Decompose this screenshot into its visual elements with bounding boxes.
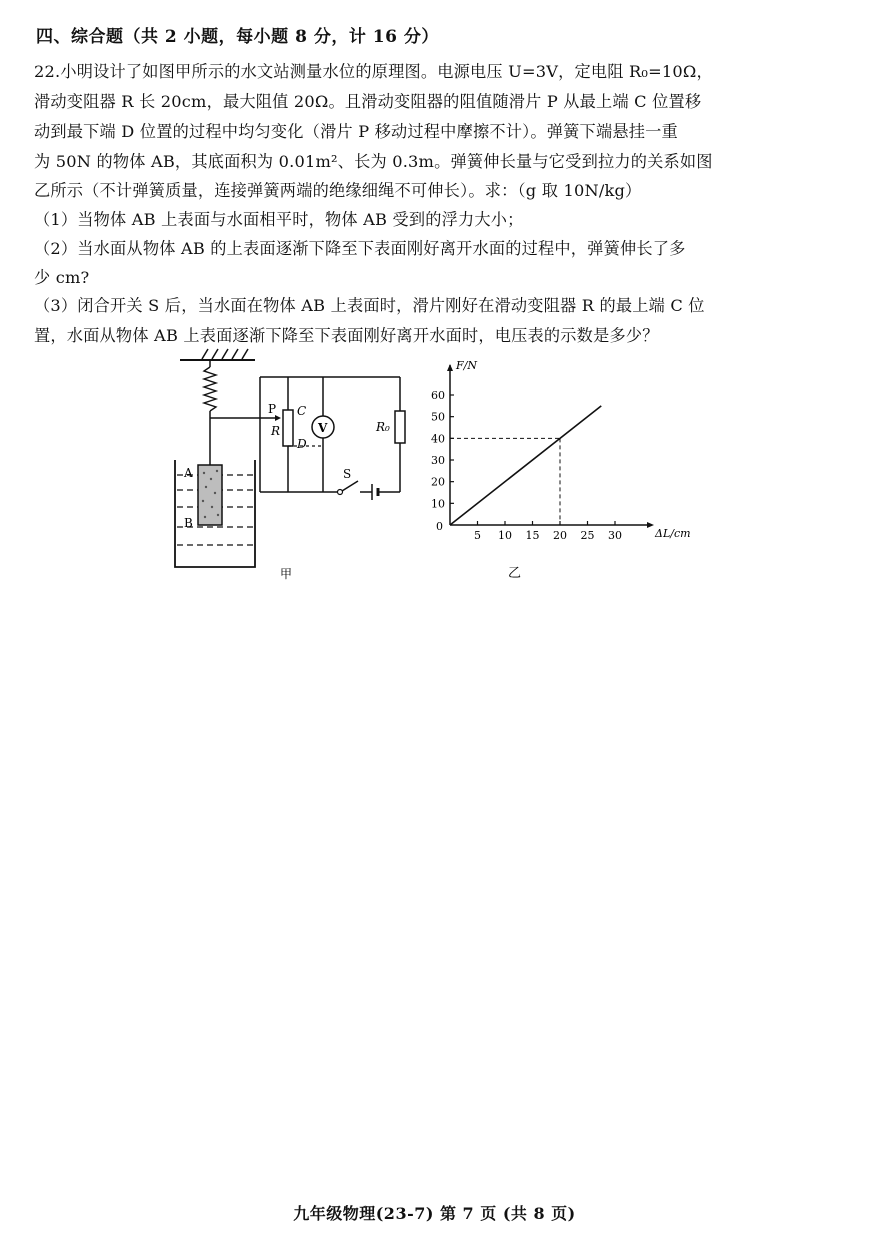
y-axis-arrow: [447, 364, 453, 371]
question-line: 滑动变阻器 R 长 20cm，最大阻值 20Ω。且滑动变阻器的阻值随滑片 P 从最上端 C 位置移: [34, 92, 702, 111]
label-V: V: [318, 421, 328, 435]
y-tick-label: 10: [431, 497, 445, 511]
label-B: B: [184, 516, 193, 530]
x-tick-label: 30: [608, 529, 622, 542]
x-axis-arrow: [647, 522, 654, 528]
figure-caption-yi: 乙: [508, 566, 522, 581]
question-line: 少 cm?: [34, 268, 90, 287]
x-tick-label: 10: [498, 529, 512, 542]
question-line: （3）闭合开关 S 后，当水面在物体 AB 上表面时，滑片刚好在滑动变阻器 R 的最上端 C 位: [34, 296, 705, 315]
x-tick-label: 15: [525, 529, 540, 542]
label-S: S: [343, 467, 352, 481]
page-footer: 九年级物理(23-7) 第 7 页 (共 8 页): [293, 1204, 576, 1223]
y-tick-label: 60: [431, 389, 445, 402]
label-C: C: [297, 404, 307, 418]
label-A: A: [184, 466, 193, 480]
x-tick-label: 25: [580, 529, 595, 542]
figure-caption-jia: 甲: [280, 567, 293, 581]
y-axis-label: F/N: [456, 359, 477, 372]
question-line: 为 50N 的物体 AB，其底面积为 0.01m²、长为 0.3m。弹簧伸长量与它受到拉力的关系如图: [34, 152, 713, 171]
section-title: 四、综合题（共 2 小题，每小题 8 分，计 16 分）: [36, 27, 439, 47]
x-tick-label: 20: [553, 529, 567, 542]
question-line: 动到最下端 D 位置的过程中均匀变化（滑片 P 移动过程中摩擦不计）。弹簧下端悬挂一重: [34, 122, 678, 141]
y-tick-label: 50: [431, 410, 445, 424]
figure-yi-chart: [420, 355, 691, 585]
figure-jia-circuit-diagram: [160, 345, 420, 595]
series-line: [450, 406, 601, 525]
y-tick-label: 30: [431, 454, 445, 467]
question-line: 置，水面从物体 AB 上表面逐渐下降至下表面刚好离开水面时，电压表的示数是多少？: [34, 326, 659, 345]
y-tick-label: 40: [431, 432, 445, 446]
y-tick-label: 20: [431, 475, 445, 489]
x-tick-label: 5: [474, 529, 481, 542]
x-axis-label: ΔL/cm: [655, 527, 691, 540]
label-R0: R₀: [376, 420, 390, 434]
origin-label: 0: [436, 520, 443, 533]
label-D: D: [297, 437, 307, 451]
label-R: R: [271, 424, 281, 438]
label-P: P: [268, 402, 277, 416]
question-line: （2）当水面从物体 AB 的上表面逐渐下降至下表面刚好离开水面的过程中，弹簧伸长了多: [34, 239, 686, 258]
question-line: 22.小明设计了如图甲所示的水文站测量水位的原理图。电源电压 U=3V，定电阻 R₀=10Ω，: [34, 62, 713, 81]
question-line: （1）当物体 AB 上表面与水面相平时，物体 AB 受到的浮力大小；: [34, 210, 524, 229]
question-line: 乙所示（不计弹簧质量，连接弹簧两端的绝缘细绳不可伸长）。求：（g 取 10N/kg）: [34, 181, 642, 200]
